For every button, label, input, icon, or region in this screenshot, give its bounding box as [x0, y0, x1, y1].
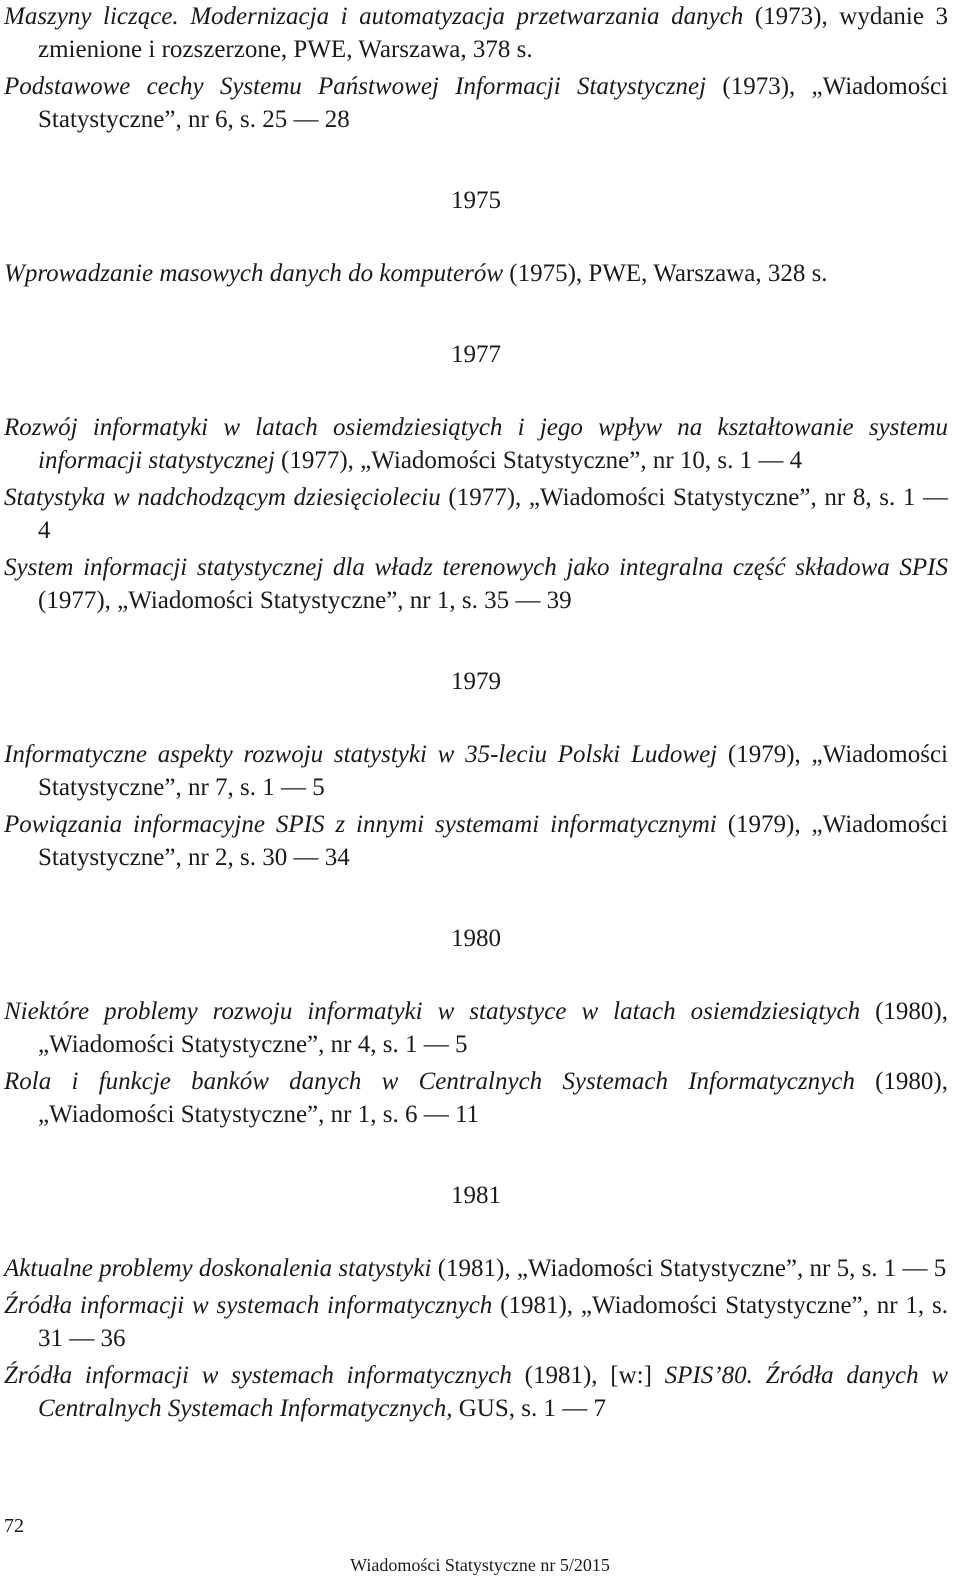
entry-title: Maszyny liczące. Modernizacja i automatyzacja przetwarzania danych: [4, 3, 744, 30]
entry-title: Statystyka w nadchodzącym dziesięcioleciu: [4, 484, 441, 511]
bibliography-entry: [4, 551, 948, 617]
entry-details: (1977), „Wiadomości Statystyczne”, nr 1, s. 35 — 39: [38, 587, 572, 614]
entry-title: Źródła informacji w systemach informatycznych: [4, 1292, 493, 1319]
entry-title: Aktualne problemy doskonalenia statystyki: [4, 1255, 432, 1282]
year-heading: 1975: [451, 187, 501, 214]
entry-details: (1975), PWE, Warszawa, 328 s.: [503, 260, 828, 287]
entry-details: (1980), „Wiadomości Statystyczne”, nr 1, s. 6 — 11: [38, 1068, 948, 1128]
running-footer: Wiadomości Statystyczne nr 5/2015: [350, 1555, 610, 1575]
bibliography-entry: [4, 481, 948, 547]
entry-title: SPIS’80. Źródła danych w Centralnych Systemach Informatycznych,: [38, 1362, 948, 1422]
entry-title: Podstawowe cechy Systemu Państwowej Informacji Statystycznej: [4, 73, 707, 100]
bibliography-entry: [4, 995, 948, 1061]
entry-title: Informatyczne aspekty rozwoju statystyki w 35-leciu Polski Ludowej: [4, 741, 718, 768]
page-number: 72: [4, 1515, 24, 1537]
entry-title: Rozwój informatyki w latach osiemdziesiątych i jego wpływ na kształtowanie systemu informacji statystycznej: [4, 414, 948, 474]
entry-details: (1979), „Wiadomości Statystyczne”, nr 2, s. 30 — 34: [38, 811, 948, 871]
entry-title: System informacji statystycznej dla władz terenowych jako integralna część składowa SPIS: [4, 554, 948, 581]
entry-title: Powiązania informacyjne SPIS z innymi systemami informatycznymi: [4, 811, 717, 838]
entry-details: (1980), „Wiadomości Statystyczne”, nr 4, s. 1 — 5: [38, 998, 948, 1058]
entry-title: Wprowadzanie masowych danych do komputerów: [4, 260, 504, 287]
entry-details: (1981), „Wiadomości Statystyczne”, nr 5, s. 1 — 5: [431, 1255, 947, 1282]
entry-title: Źródła informacji w systemach informatycznych: [4, 1362, 512, 1389]
entry-details: (1977), „Wiadomości Statystyczne”, nr 10, s. 1 — 4: [274, 447, 803, 474]
entry-details: (1973), „Wiadomości Statystyczne”, nr 6, s. 25 — 28: [38, 73, 948, 133]
entry-details: GUS, s. 1 — 7: [452, 1395, 606, 1422]
entry-details: (1981), [w:]: [511, 1362, 665, 1389]
entry-details: (1979), „Wiadomości Statystyczne”, nr 7, s. 1 — 5: [38, 741, 948, 801]
entry-title: Niektóre problemy rozwoju informatyki w statystyce w latach osiemdziesiątych: [4, 998, 861, 1025]
year-heading: 1980: [451, 925, 501, 952]
bibliography-entry: [4, 70, 948, 136]
year-heading: 1981: [451, 1182, 501, 1209]
bibliography-entry: [4, 257, 948, 290]
entry-details: (1977), „Wiadomości Statystyczne”, nr 8, s. 1 — 4: [38, 484, 948, 544]
entry-details: (1981), „Wiadomości Statystyczne”, nr 1, s. 31 — 36: [38, 1292, 948, 1352]
bibliography-entry: [4, 1065, 948, 1131]
entry-title: Rola i funkcje banków danych w Centralnych Systemach Informatycznych: [4, 1068, 855, 1095]
entry-details: (1973), wydanie 3 zmienione i rozszerzone, PWE, Warszawa, 378 s.: [38, 3, 948, 63]
year-heading: 1979: [451, 668, 501, 695]
bibliography-entry: [4, 1252, 948, 1285]
bibliography-list: [4, 0, 948, 1425]
bibliography-entry: [4, 1289, 948, 1355]
bibliography-entry: [4, 0, 948, 66]
bibliography-entry: [4, 1359, 948, 1425]
bibliography-entry: [4, 808, 948, 874]
year-heading: 1977: [451, 341, 501, 368]
bibliography-entry: [4, 738, 948, 804]
bibliography-entry: [4, 411, 948, 477]
